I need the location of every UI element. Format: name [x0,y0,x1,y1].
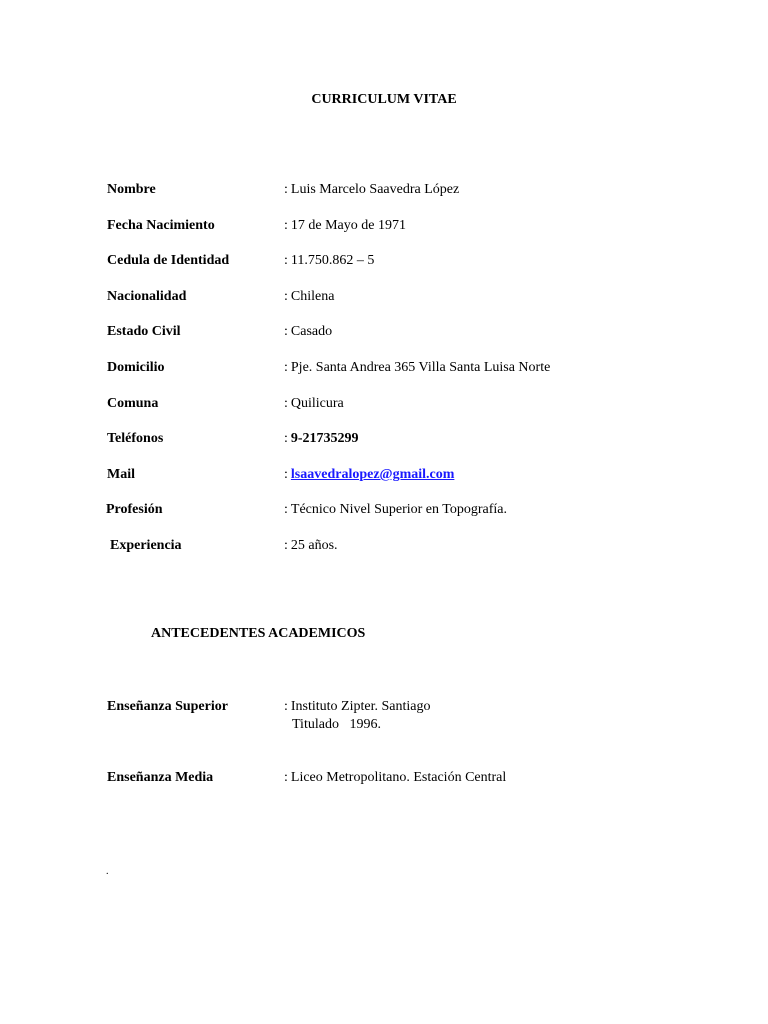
row-cedula [0,251,768,271]
row-ensenanza-media [0,768,768,788]
trailing-mark: . [106,866,109,877]
label-profesion: Profesión [106,502,163,517]
row-mail [0,465,768,485]
row-fecha-nacimiento [0,216,768,236]
value-estado-civil: : Casado [284,324,333,339]
row-comuna [0,394,768,414]
label-experiencia: Experiencia [110,538,182,553]
row-profesion [0,500,768,520]
row-nacionalidad [0,287,768,307]
row-experiencia [0,536,768,556]
row-telefonos [0,429,768,449]
label-domicilio: Domicilio [107,360,165,375]
value-ensenanza-superior: : Instituto Zipter. Santiago [284,699,431,714]
row-ensenanza-superior [0,697,768,717]
row-domicilio [0,358,768,378]
value-telefonos: : 9-21735299 [284,431,359,446]
label-ensenanza-superior: Enseñanza Superior [107,699,228,714]
value-domicilio: : Pje. Santa Andrea 365 Villa Santa Luisa Norte [284,360,551,375]
email-link[interactable]: lsaavedralopez@gmail.com [290,467,455,482]
value-mail: : lsaavedralopez@gmail.com [284,467,455,482]
label-mail: Mail [107,467,135,482]
label-fecha-nacimiento: Fecha Nacimiento [107,218,215,233]
label-nacionalidad: Nacionalidad [107,289,187,304]
row-nombre [0,180,768,200]
value-comuna: : Quilicura [284,396,344,411]
value-titulado: Titulado 1996. [292,717,381,732]
label-telefonos: Teléfonos [107,431,164,446]
value-cedula: : 11.750.862 – 5 [284,253,375,268]
label-nombre: Nombre [107,182,156,197]
value-profesion: : Técnico Nivel Superior en Topografía. [284,502,507,517]
row-ensenanza-superior-detail [0,715,768,735]
row-estado-civil [0,322,768,342]
label-comuna: Comuna [107,396,159,411]
page-title: CURRICULUM VITAE [311,92,457,107]
academic-heading: ANTECEDENTES ACADEMICOS [151,626,366,641]
value-fecha-nacimiento: : 17 de Mayo de 1971 [284,218,406,233]
label-estado-civil: Estado Civil [107,324,181,339]
label-ensenanza-media: Enseñanza Media [107,770,214,785]
value-experiencia: : 25 años. [284,538,338,553]
value-nacionalidad: : Chilena [284,289,335,304]
value-nombre: : Luis Marcelo Saavedra López [284,182,460,197]
value-ensenanza-media: : Liceo Metropolitano. Estación Central [284,770,507,785]
label-cedula: Cedula de Identidad [107,253,230,268]
